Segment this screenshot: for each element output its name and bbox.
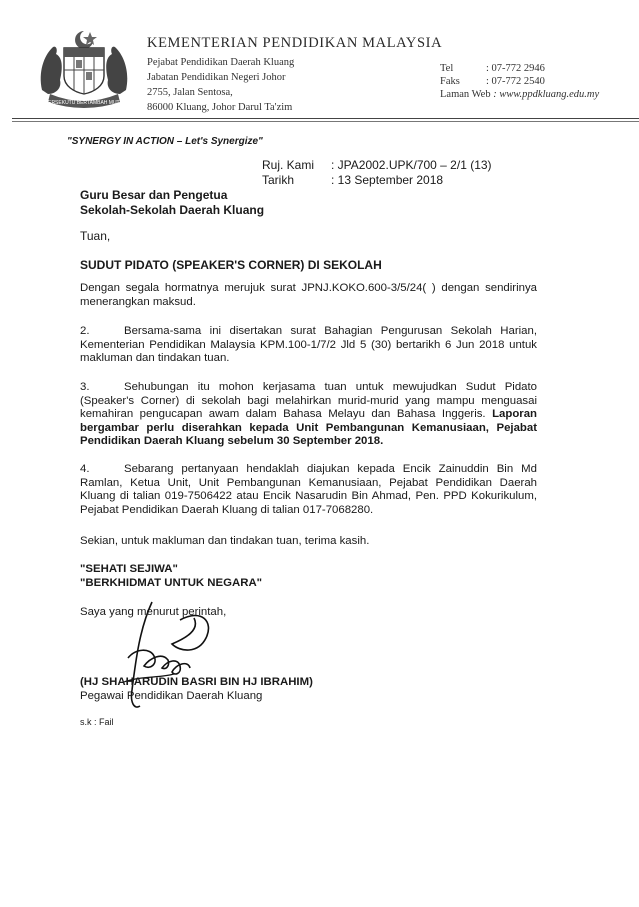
signatory-title: Pegawai Pendidikan Daerah Kluang [80,690,263,702]
fax-label: Faks [440,76,460,87]
paragraph-2 [80,325,537,366]
paragraph-3-text: Sehubungan itu mohon kerjasama tuan untuk mewujudkan Sudut Pidato (Speaker's Corner) di sekolah bagi melahirkan murid-murid yang mampu menguasai kemahiran pengucapan awam dalam Bahasa Melayu dan Bahasa Inggeris. [80,381,537,421]
web-value: : www.ppdkluang.edu.my [493,89,600,100]
date-label: Tarikh [262,173,295,187]
signatory-name: (HJ SHAHARUDIN BASRI BIN HJ IBRAHIM) [80,676,313,688]
paragraph-3 [80,381,537,449]
fax-row [440,75,599,88]
address-line-1: Pejabat Pendidikan Daerah Kluang [147,57,295,68]
subject: SUDUT PIDATO (SPEAKER'S CORNER) DI SEKOLAH [80,258,382,272]
slogan-2: "BERKHIDMAT UNTUK NEGARA" [80,577,263,589]
ministry-name: KEMENTERIAN PENDIDIKAN MALAYSIA [147,35,443,51]
address-line-4: 86000 Kluang, Johor Darul Ta'zim [147,102,293,113]
recipient-line-1: Guru Besar dan Pengetua [80,188,228,202]
paragraph-4-number: 4. [80,463,90,475]
recipient-line-2: Sekolah-Sekolah Daerah Kluang [80,203,265,217]
paragraph-3-bold-text: Laporan bergambar perlu diserahkan kepada Unit Pembangunan Kemanusiaan, Pejabat Pendidikan Daerah Kluang sebelum 30 September 2018. [80,408,537,448]
tel-row [440,62,599,75]
web-label: Laman Web [440,89,491,100]
closing-line: Sekian, untuk makluman dan tindakan tuan, terima kasih. [80,535,370,547]
web-row [440,88,599,101]
address-line-3: 2755, Jalan Sentosa, [147,87,233,98]
ref-value: : JPA2002.UPK/700 – 2/1 (13) [331,158,492,172]
paragraph-2-text: Bersama-sama ini disertakan surat Bahagian Pengurusan Sekolah Harian, Kementerian Pendidikan Malaysia KPM.100-1/7/2 Jld 5 (30) bertarikh 6 Jun 2018 untuk makluman dan tindakan tuan. [80,325,537,365]
paragraph-4 [80,463,537,517]
date-value: : 13 September 2018 [331,173,444,187]
intro-paragraph: Dengan segala hormatnya merujuk surat JPNJ.KOKO.600-3/5/24( ) dengan sendirinya menerangkan maksud. [80,282,537,308]
slogan-1: "SEHATI SEJIWA" [80,563,178,575]
letterhead-rule [12,118,639,119]
paragraph-3-number: 3. [80,381,90,393]
salutation: Tuan, [80,229,111,243]
motto: "SYNERGY IN ACTION – Let's Synergize" [67,136,263,147]
paragraph-2-number: 2. [80,325,90,337]
tel-label: Tel [440,63,454,74]
address-line-2: Jabatan Pendidikan Negeri Johor [147,72,286,83]
svg-text:BERSEKUTU BERTAMBAH MUTU: BERSEKUTU BERTAMBAH MUTU [44,100,124,106]
fax-value: : 07-772 2540 [486,76,545,87]
letterhead-rule-thin [12,121,639,122]
sk-line: s.k : Fail [80,717,114,727]
paragraph-4-text: Sebarang pertanyaan hendaklah diajukan kepada Encik Zainuddin Bin Md Ramlan, Ketua Unit, Unit Pembangunan Kemanusiaan, Pejabat Pendidikan Daerah Kluang di talian 019-7506422 atau Encik Nasarudin Bin Ahmad, Pen. PPD Kokurikulum, Pejabat Pendidikan Daerah Kluang di talian 017-7068280. [80,463,537,516]
ref-label: Ruj. Kami [262,158,315,172]
contact-block [440,62,599,101]
government-crest-logo [36,28,132,108]
order-line: Saya yang menurut perintah, [80,606,227,618]
tel-value: : 07-772 2946 [486,63,545,74]
